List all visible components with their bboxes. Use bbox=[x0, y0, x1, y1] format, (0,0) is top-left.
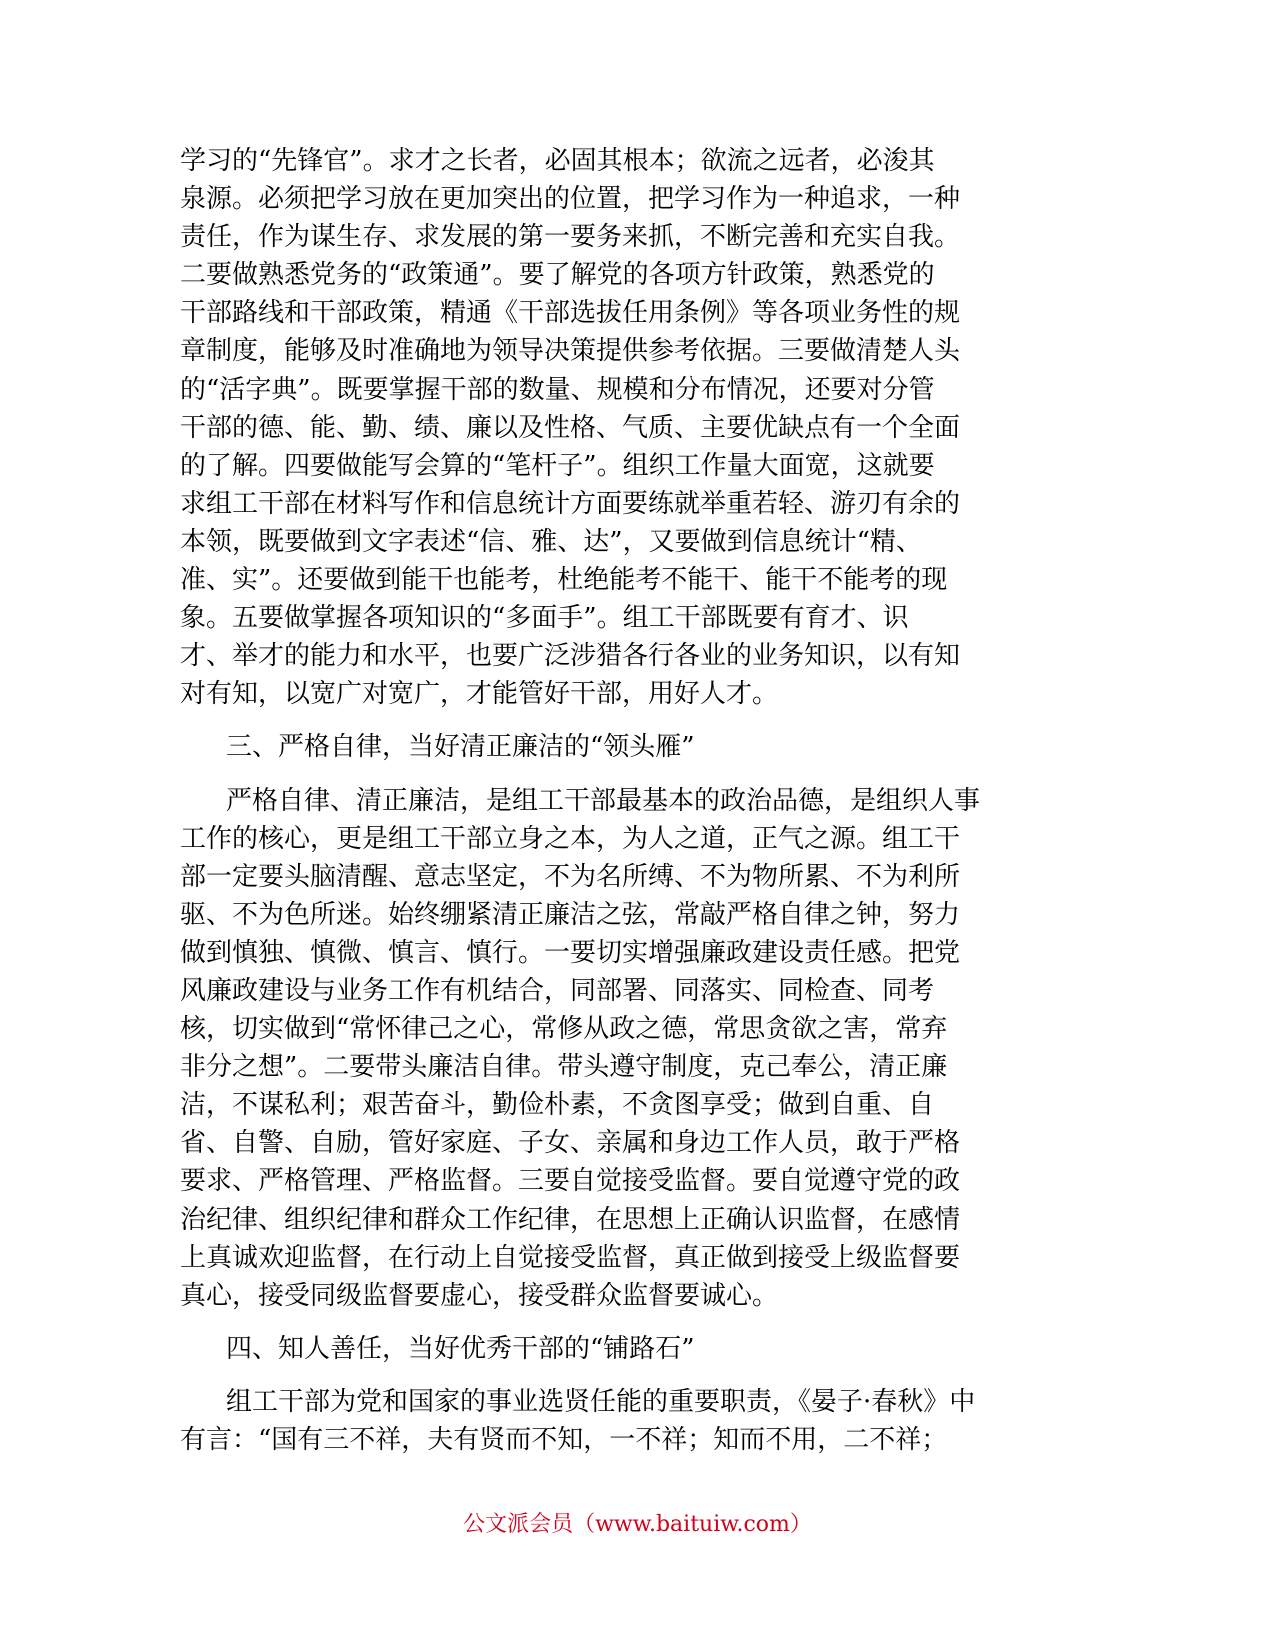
text-line: 学习的“先锋官”。求才之长者，必固其根本；欲流之远者，必浚其 bbox=[180, 146, 935, 176]
text-line: 有言：“国有三不祥，夫有贤而不知，一不祥；知而不用，二不祥； bbox=[180, 1425, 948, 1455]
paragraph-1 bbox=[180, 142, 1060, 713]
text-line: 的了解。四要做能写会算的“笔杆子”。组织工作量大面宽，这就要 bbox=[180, 450, 935, 481]
text-line: 洁，不谋私利；艰苦奋斗，勤俭朴素，不贪图享受；做到自重、自 bbox=[180, 1090, 935, 1121]
text-line: 求组工干部在材料写作和信息统计方面要练就举重若轻、游刃有余的 bbox=[180, 488, 961, 519]
text-line: 真心，接受同级监督要虚心，接受群众监督要诚心。 bbox=[180, 1280, 779, 1311]
text-line: 二要做熟悉党务的“政策通”。要了解党的各项方针政策，熟悉党的 bbox=[180, 260, 935, 291]
text-line: 核，切实做到“常怀律己之心，常修从政之德，常思贪欲之害，常弃 bbox=[180, 1014, 948, 1045]
text-line: 责任，作为谋生存、求发展的第一要务来抓，不断完善和充实自我。 bbox=[180, 222, 961, 253]
text-line: 干部路线和干部政策，精通《干部选拔任用条例》等各项业务性的规 bbox=[180, 298, 961, 329]
paragraph-2 bbox=[180, 782, 1060, 1315]
text-line: 干部的德、能、勤、绩、廉以及性格、气质、主要优缺点有一个全面 bbox=[180, 412, 961, 443]
text-line: 做到慎独、慎微、慎言、慎行。一要切实增强廉政建设责任感。把党 bbox=[180, 937, 961, 968]
text-line: 严格自律、清正廉洁，是组工干部最基本的政治品德，是组织人事 bbox=[226, 785, 981, 816]
footer-watermark: 公文派会员（www.baituiw.com） bbox=[463, 1512, 812, 1537]
text-line: 治纪律、组织纪律和群众工作纪律，在思想上正确认识监督，在感情 bbox=[180, 1204, 961, 1235]
text-line: 风廉政建设与业务工作有机结合，同部署、同落实、同检查、同考 bbox=[180, 975, 935, 1006]
text-line: 准、实”。还要做到能干也能考，杜绝能考不能干、能干不能考的现 bbox=[180, 565, 948, 596]
text-line: 非分之想”。二要带头廉洁自律。带头遵守制度，克己奉公，清正廉 bbox=[180, 1052, 948, 1083]
heading-text: 四、知人善任，当好优秀干部的“铺路石” bbox=[226, 1333, 695, 1364]
section-heading-4 bbox=[180, 1330, 1060, 1368]
text-line: 对有知，以宽广对宽广，才能管好干部，用好人才。 bbox=[180, 679, 779, 710]
text-line: 本领，既要做到文字表述“信、雅、达”，又要做到信息统计“精、 bbox=[180, 526, 922, 557]
text-line: 要求、严格管理、严格监督。三要自觉接受监督。要自觉遵守党的政 bbox=[180, 1166, 961, 1197]
text-line: 省、自警、自励，管好家庭、子女、亲属和身边工作人员，敢于严格 bbox=[180, 1128, 961, 1159]
heading-text: 三、严格自律，当好清正廉洁的“领头雁” bbox=[226, 732, 695, 763]
paragraph-3 bbox=[180, 1383, 1060, 1459]
text-line: 部一定要头脑清醒、意志坚定，不为名所缚、不为物所累、不为利所 bbox=[180, 861, 961, 892]
text-line: 上真诚欢迎监督，在行动上自觉接受监督，真正做到接受上级监督要 bbox=[180, 1242, 961, 1273]
text-line: 组工干部为党和国家的事业选贤任能的重要职责，《晏子·春秋》中 bbox=[226, 1386, 976, 1417]
text-line: 的“活字典”。既要掌握干部的数量、规模和分布情况，还要对分管 bbox=[180, 374, 935, 405]
text-line: 驱、不为色所迷。始终绷紧清正廉洁之弦，常敲严格自律之钟，努力 bbox=[180, 899, 961, 930]
text-line: 工作的核心，更是组工干部立身之本，为人之道，正气之源。组工干 bbox=[180, 823, 961, 854]
text-line: 象。五要做掌握各项知识的“多面手”。组工干部既要有育才、识 bbox=[180, 603, 909, 634]
text-line: 泉源。必须把学习放在更加突出的位置，把学习作为一种追求，一种 bbox=[180, 184, 961, 215]
section-heading-3 bbox=[180, 728, 1060, 766]
text-line: 章制度，能够及时准确地为领导决策提供参考依据。三要做清楚人头 bbox=[180, 336, 961, 367]
text-line: 才、举才的能力和水平，也要广泛涉猎各行各业的业务知识，以有知 bbox=[180, 641, 961, 672]
document-page bbox=[180, 142, 1060, 1459]
